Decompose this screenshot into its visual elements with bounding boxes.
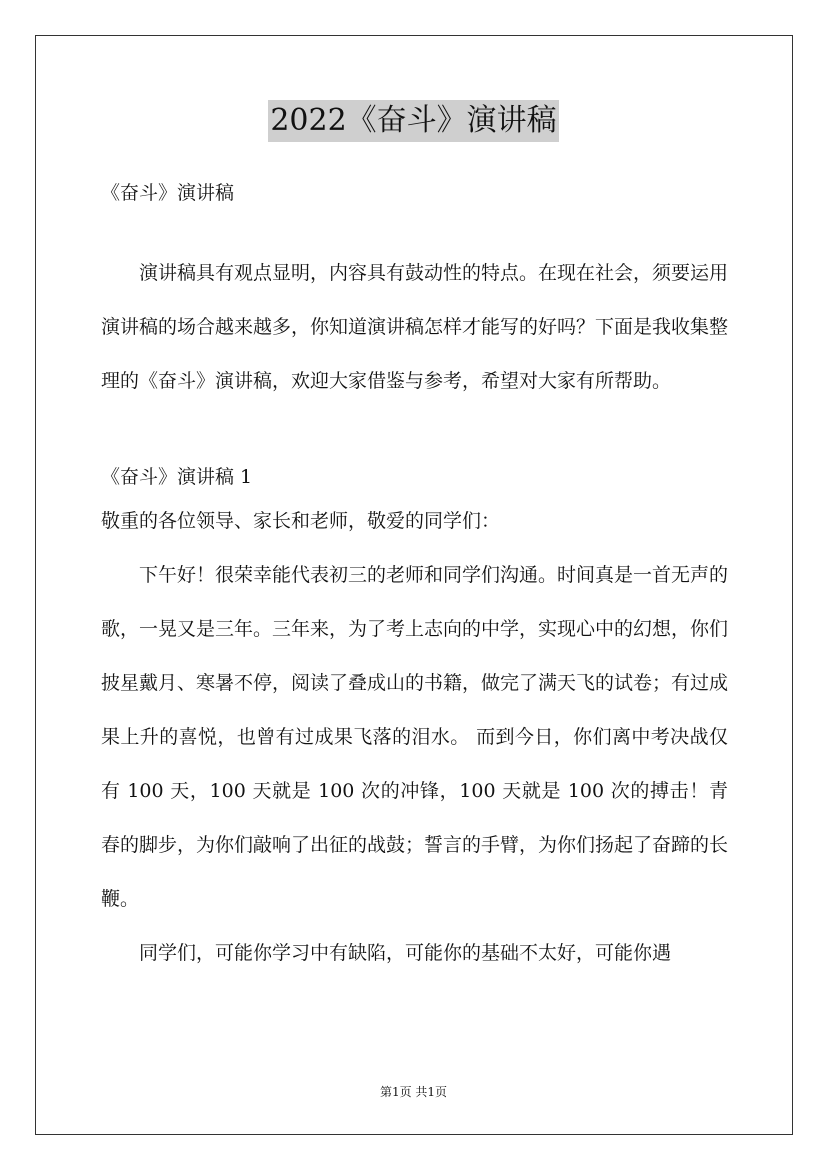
document-body bbox=[101, 174, 728, 980]
page-footer: 第1页 共1页 bbox=[379, 1085, 448, 1099]
spacer bbox=[101, 408, 728, 458]
document-subtitle: 《奋斗》演讲稿 bbox=[101, 182, 235, 204]
salutation: 敬重的各位领导、家长和老师，敬爱的同学们： bbox=[101, 510, 501, 532]
body-paragraph-1: 下午好！很荣幸能代表初三的老师和同学们沟通。时间真是一首无声的歌，一晃又是三年。三年来，为了考上志向的中学，实现心中的幻想，你们披星戴月、寒暑不停，阅读了叠成山的书籍，做完了满天飞的试卷；有过成果上升的喜悦，也曾有过成果飞落的泪水。 而到今日，你们离中考决战仅有 100 天，100 天就是 100 次的冲锋，100 天就是 100 次的搏击！青春的脚步，为你们敲响了出征的战鼓；誓言的手臂，为你们扬起了奋蹄的长鞭。 bbox=[101, 564, 729, 910]
spacer bbox=[101, 540, 728, 548]
spacer bbox=[101, 212, 728, 246]
title-container bbox=[0, 100, 827, 142]
section-heading: 《奋斗》演讲稿 1 bbox=[101, 466, 253, 488]
intro-paragraph: 演讲稿具有观点显明，内容具有鼓动性的特点。在现在社会，须要运用演讲稿的场合越来越多，你知道演讲稿怎样才能写的好吗？下面是我收集整理的《奋斗》演讲稿，欢迎大家借鉴与参考，希望对大家有所帮助。 bbox=[101, 262, 729, 392]
body-paragraph-2: 同学们，可能你学习中有缺陷，可能你的基础不太好，可能你遇 bbox=[139, 942, 672, 964]
document-title: 2022《奋斗》演讲稿 bbox=[268, 100, 558, 142]
